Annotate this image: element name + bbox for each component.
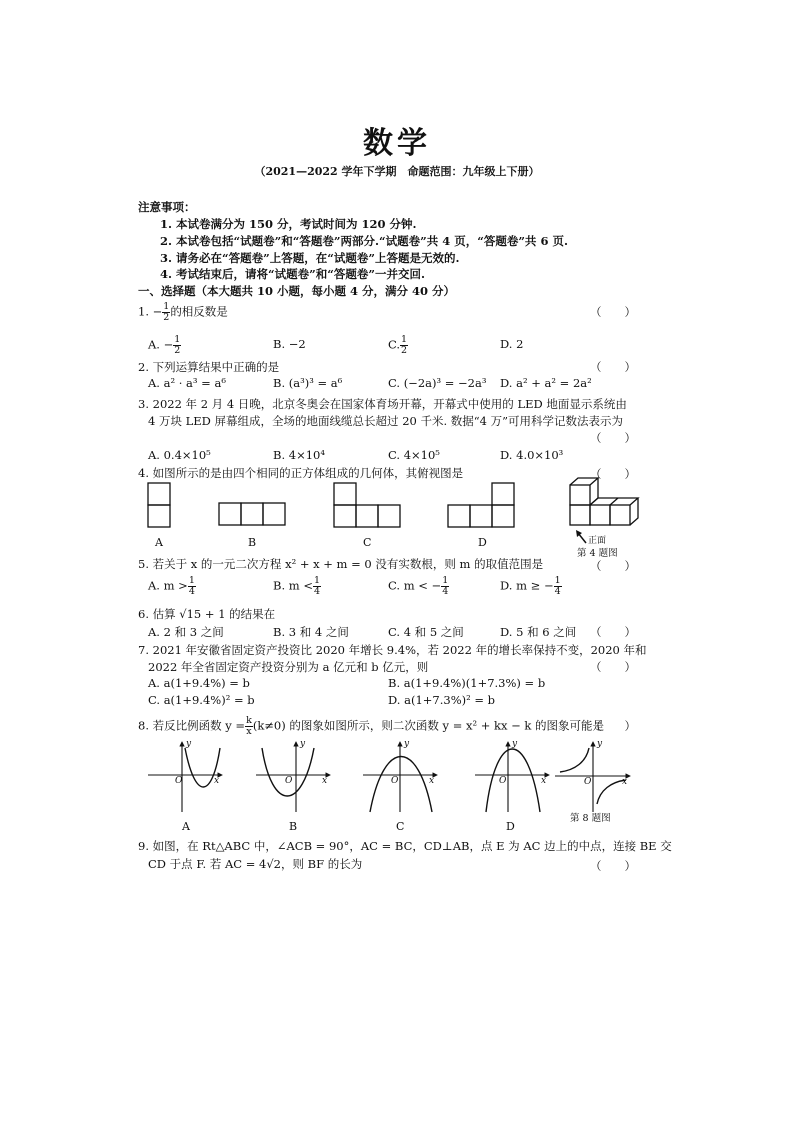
q8-c-origin: O	[391, 776, 399, 786]
page-title: 数学	[363, 126, 431, 161]
question-5-stem: 5. 若关于 x 的一元二次方程 x² + x + m = 0 没有实数根，则 m 的取值范围是	[138, 557, 544, 571]
q8-caption: 第 8 题图	[570, 813, 611, 824]
question-8-stem: 8. 若反比例函数 y = $\frac{k}{x}$ (k≠0) 的图象如图所示，则二次函数 y = x² + kx − k 的图象可能是	[138, 715, 605, 737]
question-6-stem: 6. 估算 √15 + 1 的结果在	[138, 607, 276, 621]
q1-option-d: D. 2	[500, 337, 524, 351]
q8-graph-d	[475, 742, 549, 812]
q8-ref-y-label: y	[597, 739, 603, 749]
question-7-line-1: 7. 2021 年安徽省固定资产投资比 2020 年增长 9.4%，若 2022 年的增长率保持不变，2020 年和	[138, 643, 647, 657]
q8-c-y-label: y	[404, 739, 410, 749]
q8-graph-a	[148, 742, 222, 812]
q2-option-c: C. (−2a)³ = −2a³	[388, 376, 487, 390]
q8-d-origin: O	[499, 776, 507, 786]
question-4-stem: 4. 如图所示的是由四个相同的正方体组成的几何体，其俯视图是	[138, 466, 464, 480]
q8-graph-b	[256, 742, 330, 812]
q1-option-c: C. $\frac{1}{2}$	[388, 334, 408, 356]
q8-d-y-label: y	[512, 739, 518, 749]
q4-answer-paren: （ ）	[590, 467, 636, 481]
q4-label-b: B	[248, 536, 257, 549]
q8-label-c: C	[396, 820, 405, 833]
q4-front-label: 正面	[588, 536, 607, 546]
q3-option-b: B. 4×10⁴	[273, 448, 325, 462]
q2-option-b: B. (a³)³ = a⁶	[273, 376, 343, 390]
q4-label-d: D	[478, 536, 487, 549]
q7-option-a: A. a(1+9.4%) = b	[148, 676, 250, 690]
q4-caption: 第 4 题图	[577, 548, 618, 559]
q3-option-c: C. 4×10⁵	[388, 448, 440, 462]
q8-a-x-label: x	[214, 776, 220, 786]
question-9-line-1: 9. 如图，在 Rt△ABC 中，∠ACB = 90°，AC = BC，CD⊥AB，点 E 为 AC 边上的中点，连接 BE 交	[138, 839, 672, 853]
section-heading: 一、选择题（本大题共 10 小题，每小题 4 分，满分 40 分）	[138, 284, 456, 298]
q1-fraction: $\frac{1}{2}$	[163, 301, 170, 323]
q1-suffix: 的相反数是	[170, 304, 228, 319]
notice-item-1: 1. 本试卷满分为 150 分，考试时间为 120 分钟.	[160, 217, 417, 231]
q5-option-a: A. m > $\frac{1}{4}$	[148, 575, 195, 597]
q6-option-d: D. 5 和 6 之间	[500, 625, 577, 639]
q9-answer-paren: （ ）	[590, 859, 636, 873]
question-3-line-2: 4 万块 LED 屏幕组成，全场的地面线缆总长超过 20 千米. 数据“4 万”可用科学记数法表示为	[148, 414, 624, 428]
q1-answer-paren: （ ）	[590, 305, 636, 319]
q1-prefix: 1. −	[138, 304, 163, 319]
q6-answer-paren: （ ）	[590, 625, 636, 639]
question-2-stem: 2. 下列运算结果中正确的是	[138, 360, 280, 374]
notice-heading: 注意事项：	[138, 200, 196, 214]
q8-b-x-label: x	[322, 776, 328, 786]
q3-answer-paren: （ ）	[590, 431, 636, 445]
q8-ref-origin: O	[584, 777, 592, 787]
q2-answer-paren: （ ）	[590, 360, 636, 374]
q6-option-a: A. 2 和 3 之间	[148, 625, 224, 639]
q6-option-c: C. 4 和 5 之间	[388, 625, 464, 639]
q8-reference-graph	[555, 742, 630, 812]
q6-option-b: B. 3 和 4 之间	[273, 625, 349, 639]
q7-option-b: B. a(1+9.4%)(1+7.3%) = b	[388, 676, 546, 690]
notice-item-3: 3. 请务必在“答题卷”上答题，在“试题卷”上答题是无效的.	[160, 251, 460, 265]
q1-option-b: B. −2	[273, 337, 306, 351]
q8-label-d: D	[506, 820, 515, 833]
q7-answer-paren: （ ）	[590, 660, 636, 674]
q8-c-x-label: x	[429, 776, 435, 786]
q8-label-b: B	[289, 820, 298, 833]
q8-d-x-label: x	[541, 776, 547, 786]
page-subtitle: （2021—2022 学年下学期 命题范围：九年级上下册）	[254, 165, 540, 178]
q2-option-d: D. a² + a² = 2a²	[500, 376, 592, 390]
q4-label-a: A	[155, 536, 163, 549]
q1-option-a: A. − $\frac{1}{2}$	[148, 334, 181, 356]
q7-option-c: C. a(1+9.4%)² = b	[148, 693, 255, 707]
q8-b-origin: O	[285, 776, 293, 786]
q7-option-d: D. a(1+7.3%)² = b	[388, 693, 496, 707]
q8-ref-x-label: x	[622, 777, 628, 787]
question-9-line-2: CD 于点 F. 若 AC = 4√2，则 BF 的长为	[148, 857, 363, 871]
q2-option-a: A. a² · a³ = a⁶	[148, 376, 226, 390]
q5-answer-paren: （ ）	[590, 559, 636, 573]
q4-label-c: C	[363, 536, 372, 549]
q8-label-a: A	[182, 820, 190, 833]
q5-option-c: C. m < − $\frac{1}{4}$	[388, 575, 449, 597]
question-3-line-1: 3. 2022 年 2 月 4 日晚，北京冬奥会在国家体育场开幕，开幕式中使用的 LED 地面显示系统由	[138, 397, 627, 411]
q8-a-y-label: y	[186, 739, 192, 749]
q8-answer-paren: （ ）	[590, 719, 636, 733]
q8-a-origin: O	[175, 776, 183, 786]
q3-option-d: D. 4.0×10³	[500, 448, 564, 462]
q8-graph-c	[363, 742, 437, 812]
notice-item-2: 2. 本试卷包括“试题卷”和“答题卷”两部分.“试题卷”共 4 页，“答题卷”共 6 页.	[160, 234, 568, 248]
q8-b-y-label: y	[300, 739, 306, 749]
q5-option-d: D. m ≥ − $\frac{1}{4}$	[500, 575, 561, 597]
q3-option-a: A. 0.4×10⁵	[148, 448, 211, 462]
question-7-line-2: 2022 年全省固定资产投资分别为 a 亿元和 b 亿元，则	[148, 660, 429, 674]
notice-item-4: 4. 考试结束后，请将“试题卷”和“答题卷”一并交回.	[160, 267, 425, 281]
q5-option-b: B. m < $\frac{1}{4}$	[273, 575, 321, 597]
